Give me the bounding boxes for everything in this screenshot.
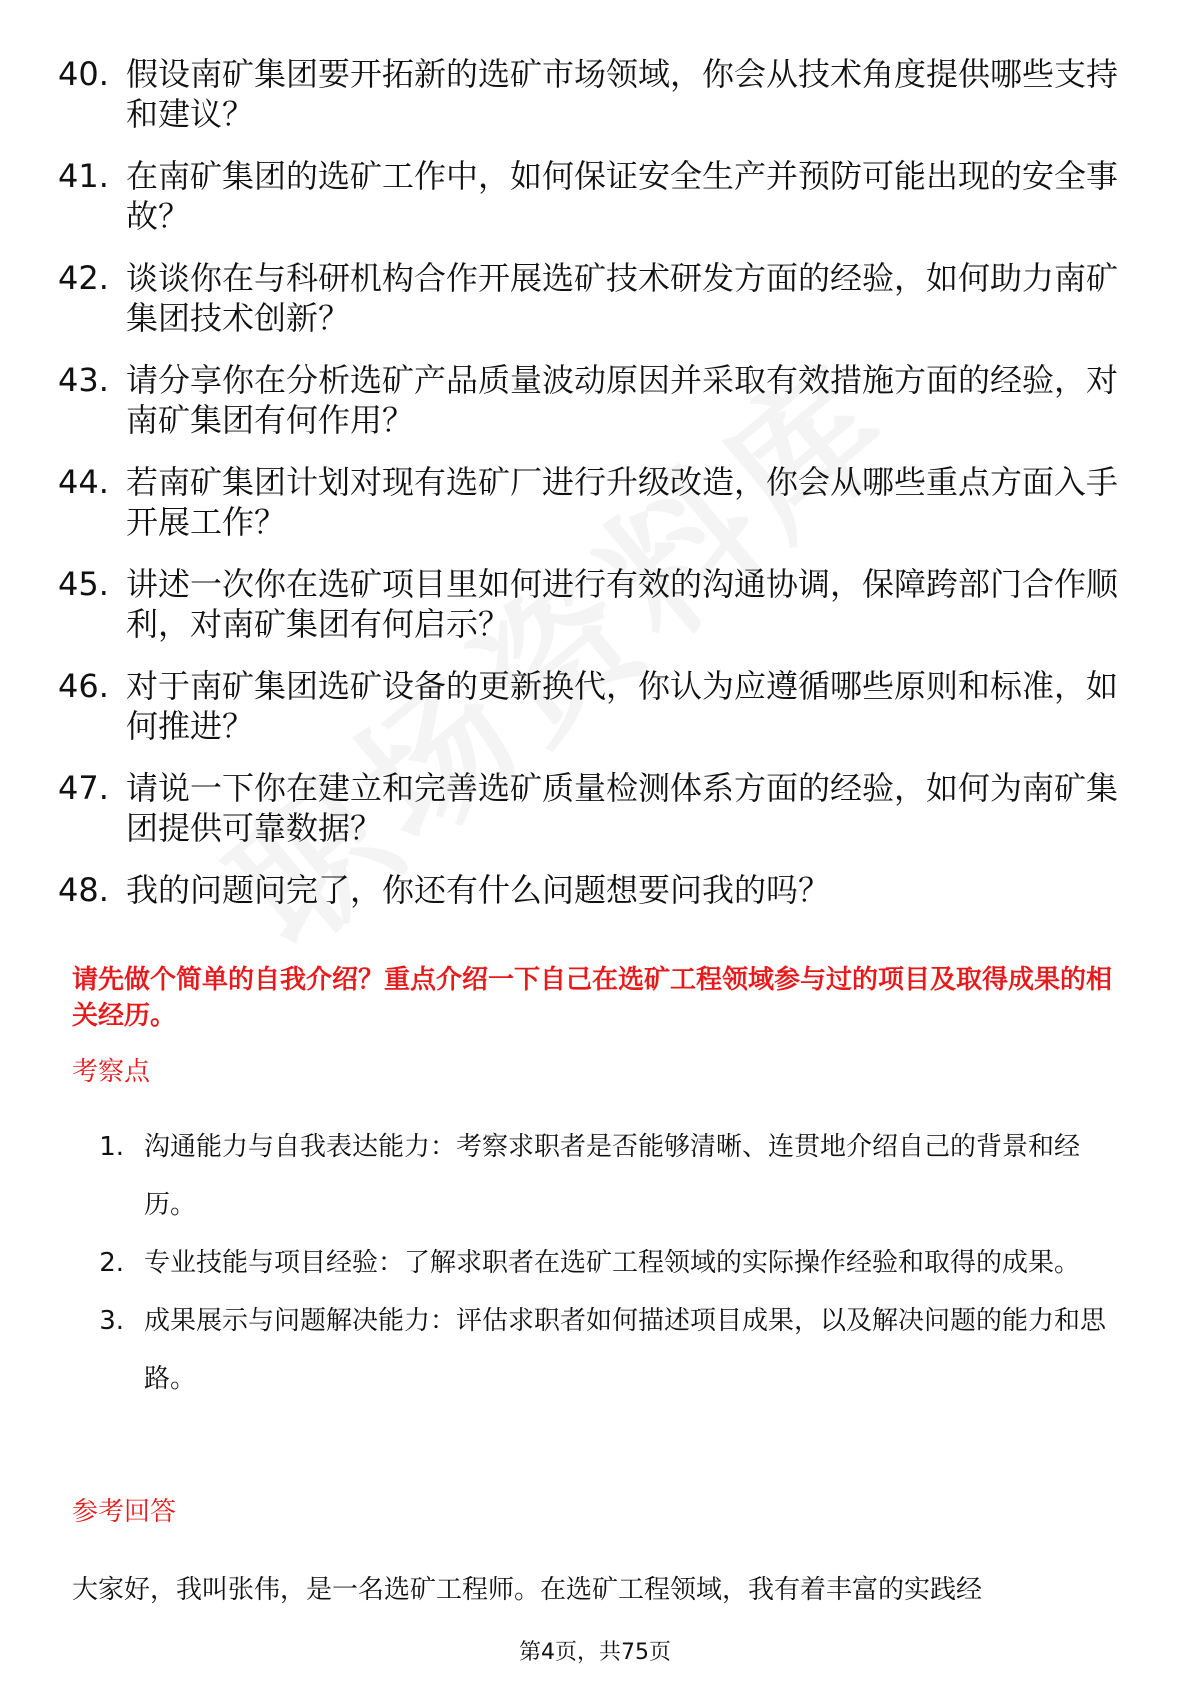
question-item xyxy=(58,564,1138,644)
point-text: 沟通能力与自我表达能力：考察求职者是否能够清晰、连贯地介绍自己的背景和经历。 xyxy=(144,1132,1081,1220)
question-text: 在南矿集团的选矿工作中，如何保证安全生产并预防可能出现的安全事故？ xyxy=(126,157,1119,235)
question-number: 42. xyxy=(58,259,109,297)
point-number: 2. xyxy=(99,1248,124,1278)
question-item xyxy=(58,156,1138,236)
question-text: 假设南矿集团要开拓新的选矿市场领域，你会从技术角度提供哪些支持和建议？ xyxy=(126,55,1119,133)
question-text: 请分享你在分析选矿产品质量波动原因并采取有效措施方面的经验，对南矿集团有何作用？ xyxy=(126,361,1119,439)
question-number: 40. xyxy=(58,55,109,93)
page-number: 第4页，共75页 xyxy=(519,1640,671,1665)
question-number: 41. xyxy=(58,157,109,195)
question-text: 谈谈你在与科研机构合作开展选矿技术研发方面的经验，如何助力南矿集团技术创新？ xyxy=(126,259,1119,337)
question-number: 45. xyxy=(58,565,109,603)
question-item xyxy=(58,360,1138,440)
section-label-answer: 参考回答 xyxy=(72,1497,177,1527)
assessment-point xyxy=(72,1234,1132,1292)
assessment-point xyxy=(72,1292,1132,1408)
assessment-point-list xyxy=(72,1118,1132,1408)
question-item xyxy=(58,258,1138,338)
point-number: 3. xyxy=(99,1306,124,1336)
question-text: 若南矿集团计划对现有选矿厂进行升级改造，你会从哪些重点方面入手开展工作？ xyxy=(126,463,1119,541)
question-item xyxy=(58,768,1138,848)
question-text: 讲述一次你在选矿项目里如何进行有效的沟通协调，保障跨部门合作顺利，对南矿集团有何启示？ xyxy=(126,565,1119,643)
question-number: 46. xyxy=(58,667,109,705)
question-text: 对于南矿集团选矿设备的更新换代，你认为应遵循哪些原则和标准，如何推进？ xyxy=(126,667,1119,745)
question-number: 44. xyxy=(58,463,109,501)
question-number: 48. xyxy=(58,871,109,909)
point-text: 专业技能与项目经验：了解求职者在选矿工程领域的实际操作经验和取得的成果。 xyxy=(144,1248,1081,1278)
question-number: 43. xyxy=(58,361,109,399)
question-text: 我的问题问完了，你还有什么问题想要问我的吗？ xyxy=(126,871,831,909)
assessment-point xyxy=(72,1118,1132,1234)
question-item xyxy=(58,54,1138,134)
question-heading: 请先做个简单的自我介绍？重点介绍一下自己在选矿工程领域参与过的项目及取得成果的相关经历。 xyxy=(72,965,1113,1031)
section-label-points: 考察点 xyxy=(72,1057,151,1087)
point-number: 1. xyxy=(99,1132,124,1162)
question-list xyxy=(58,54,1138,932)
question-item xyxy=(58,666,1138,746)
question-text: 请说一下你在建立和完善选矿质量检测体系方面的经验，如何为南矿集团提供可靠数据？ xyxy=(126,769,1119,847)
question-item xyxy=(58,870,1138,910)
reference-answer-text: 大家好，我叫张伟，是一名选矿工程师。在选矿工程领域，我有着丰富的实践经 xyxy=(72,1575,983,1605)
point-text: 成果展示与问题解决能力：评估求职者如何描述项目成果，以及解决问题的能力和思路。 xyxy=(144,1306,1107,1394)
question-number: 47. xyxy=(58,769,109,807)
question-item xyxy=(58,462,1138,542)
